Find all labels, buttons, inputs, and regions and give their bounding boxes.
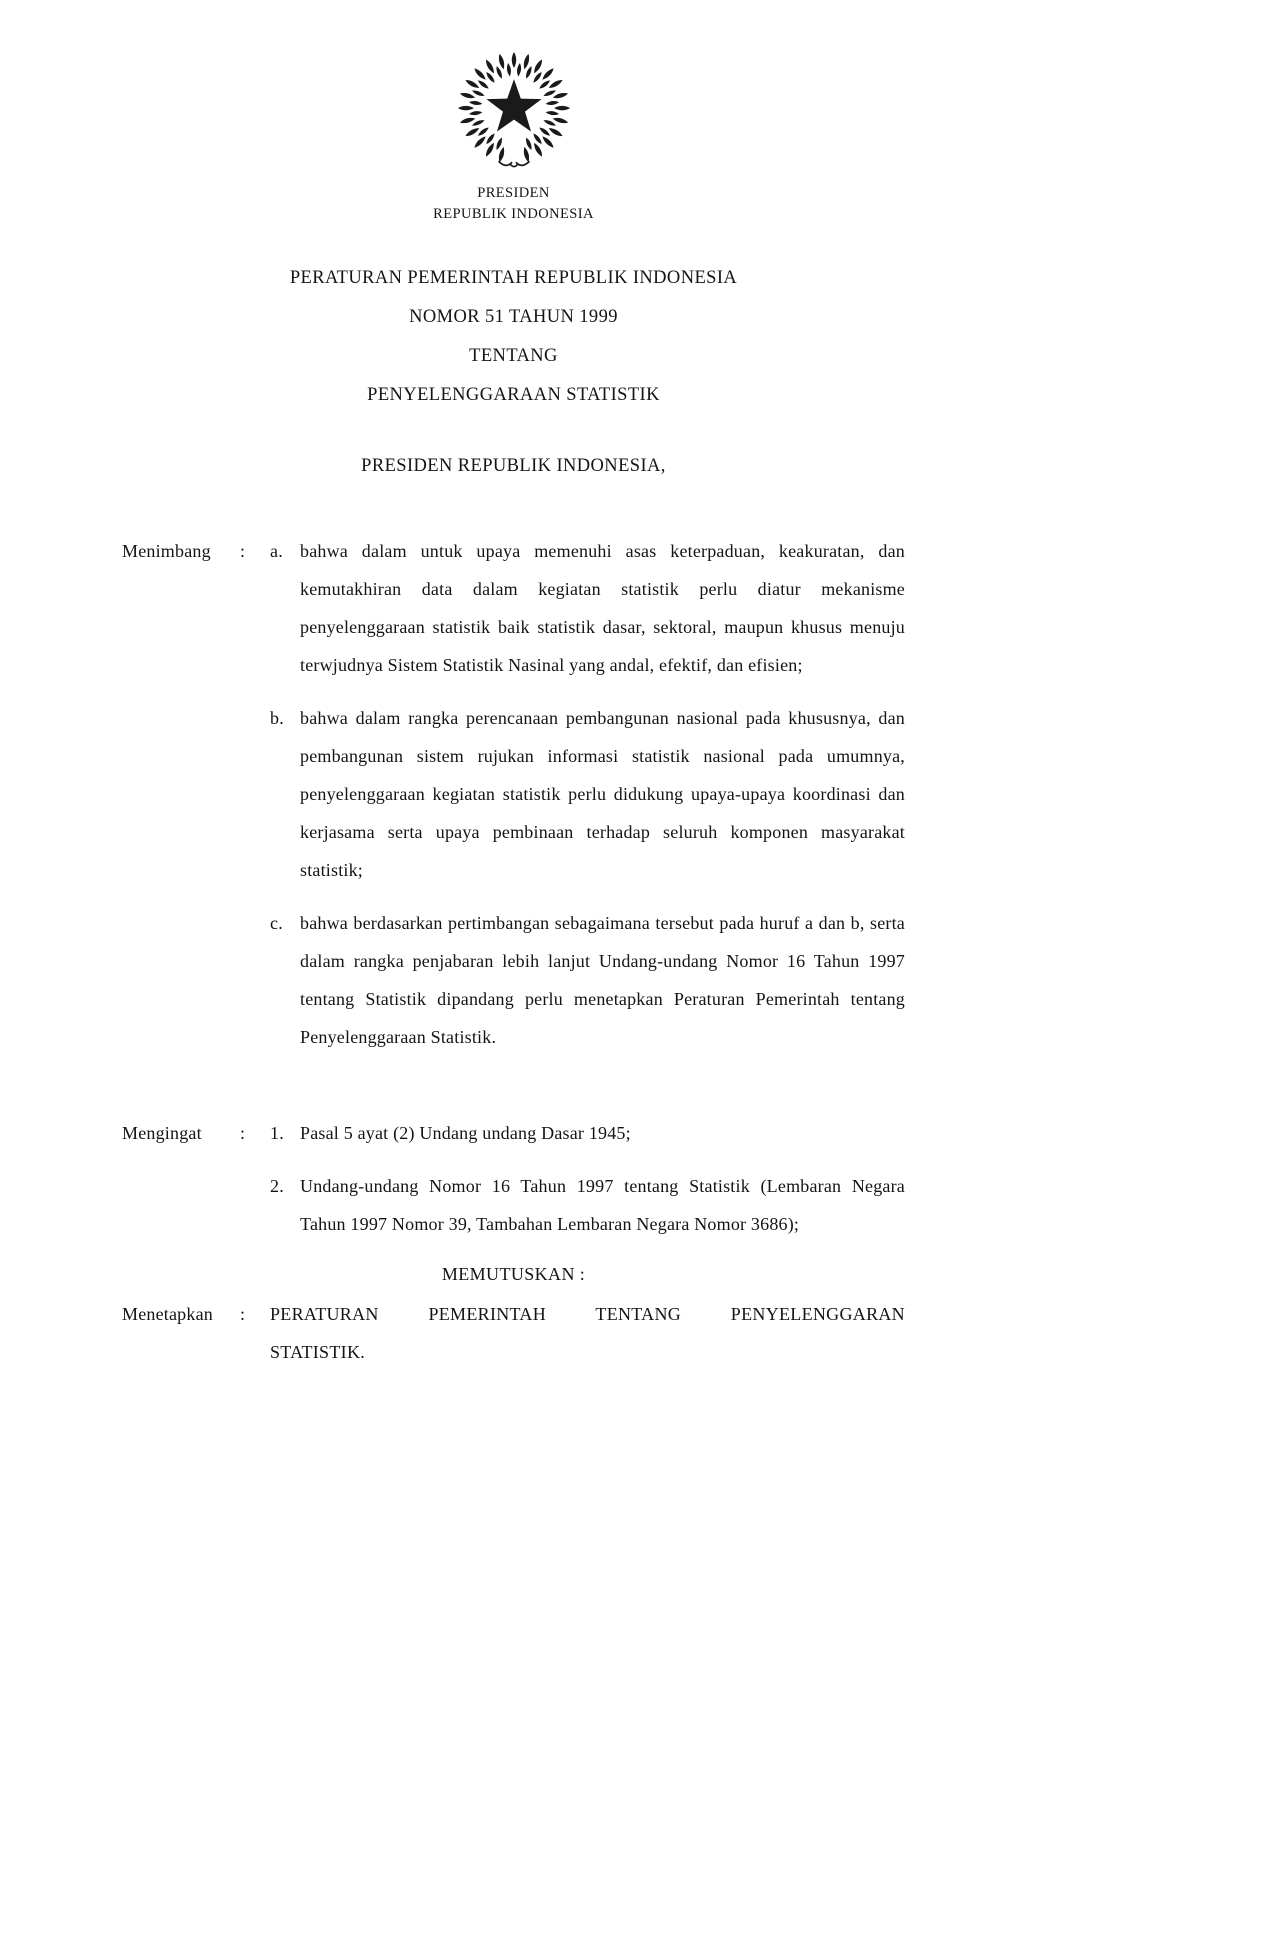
item-marker: 1. (270, 1123, 284, 1143)
considering-item-a (270, 532, 905, 684)
star-icon (486, 79, 541, 131)
recalling-items (270, 1114, 905, 1243)
item-marker: 2. (270, 1176, 284, 1196)
enacting-colon: : (240, 1304, 246, 1324)
item-marker: b. (270, 708, 284, 728)
enacting-label: Menetapkan (122, 1304, 213, 1324)
title-line-number: NOMOR 51 TAHUN 1999 (409, 307, 618, 327)
considering-section (122, 532, 905, 1056)
recalling-section (122, 1114, 905, 1243)
considering-colon: : (240, 541, 246, 561)
item-text: bahwa dalam untuk upaya memenuhi asas keterpaduan, keakuratan, dan kemutakhiran data dalam kegiatan statistik perlu diatur mekanisme penyelenggaraan statistik baik statistik dasar, sektoral, maupun khusus menuju terwjudnya Sistem Statistik Nasinal yang andal, efektif, dan efisien; (300, 541, 905, 675)
considering-item-c (270, 904, 905, 1056)
item-text: bahwa dalam rangka perencanaan pembangunan nasional pada khususnya, dan pembangunan sistem rujukan informasi statistik nasional pada umumnya, penyelenggaraan kegiatan statistik perlu didukung upaya-upaya koordinasi dan kerjasama serta upaya pembinaan terhadap seluruh komponen masyarakat statistik; (300, 708, 905, 880)
item-text: Undang-undang Nomor 16 Tahun 1997 tentang Statistik (Lembaran Negara Tahun 1997 Nomor 39, Tambahan Lembaran Negara Nomor 3686); (300, 1176, 905, 1234)
seal-caption-line1: PRESIDEN (477, 185, 550, 201)
title-line-regulation: PERATURAN PEMERINTAH REPUBLIK INDONESIA (289, 268, 738, 288)
item-text: bahwa berdasarkan pertimbangan sebagaimana tersebut pada huruf a dan b, serta dalam rangka penjabaran lebih lanjut Undang-undang Nomor 16 Tahun 1997 tentang Statistik dipandang perlu menetapkan Peraturan Pemerintah tentang Penyelenggaraan Statistik. (300, 913, 905, 1047)
recalling-item-2 (270, 1167, 905, 1243)
seal-caption (122, 183, 905, 225)
recalling-item-1 (270, 1114, 905, 1152)
enacting-section (122, 1295, 905, 1371)
enacting-text: PERATURAN PEMERINTAH TENTANG PENYELENGGARAN STATISTIK. (270, 1304, 905, 1362)
decision-heading: MEMUTUSKAN : (441, 1264, 586, 1284)
item-marker: c. (270, 913, 283, 933)
title-line-about: TENTANG (469, 346, 558, 366)
recalling-label: Mengingat (122, 1123, 202, 1143)
considering-label: Menimbang (122, 541, 211, 561)
item-text: Pasal 5 ayat (2) Undang undang Dasar 1945; (300, 1123, 631, 1143)
seal-caption-line2: REPUBLIK INDONESIA (433, 206, 594, 222)
presidential-seal-icon (456, 46, 572, 174)
considering-item-b (270, 699, 905, 889)
recalling-colon: : (240, 1123, 246, 1143)
item-marker: a. (270, 541, 283, 561)
title-line-topic: PENYELENGGARAAN STATISTIK (367, 385, 660, 405)
considering-items (270, 532, 905, 1056)
seal-block (122, 46, 905, 225)
subject-line: PRESIDEN REPUBLIK INDONESIA, (361, 456, 666, 476)
document-page (122, 0, 905, 1371)
title-block (122, 259, 905, 415)
